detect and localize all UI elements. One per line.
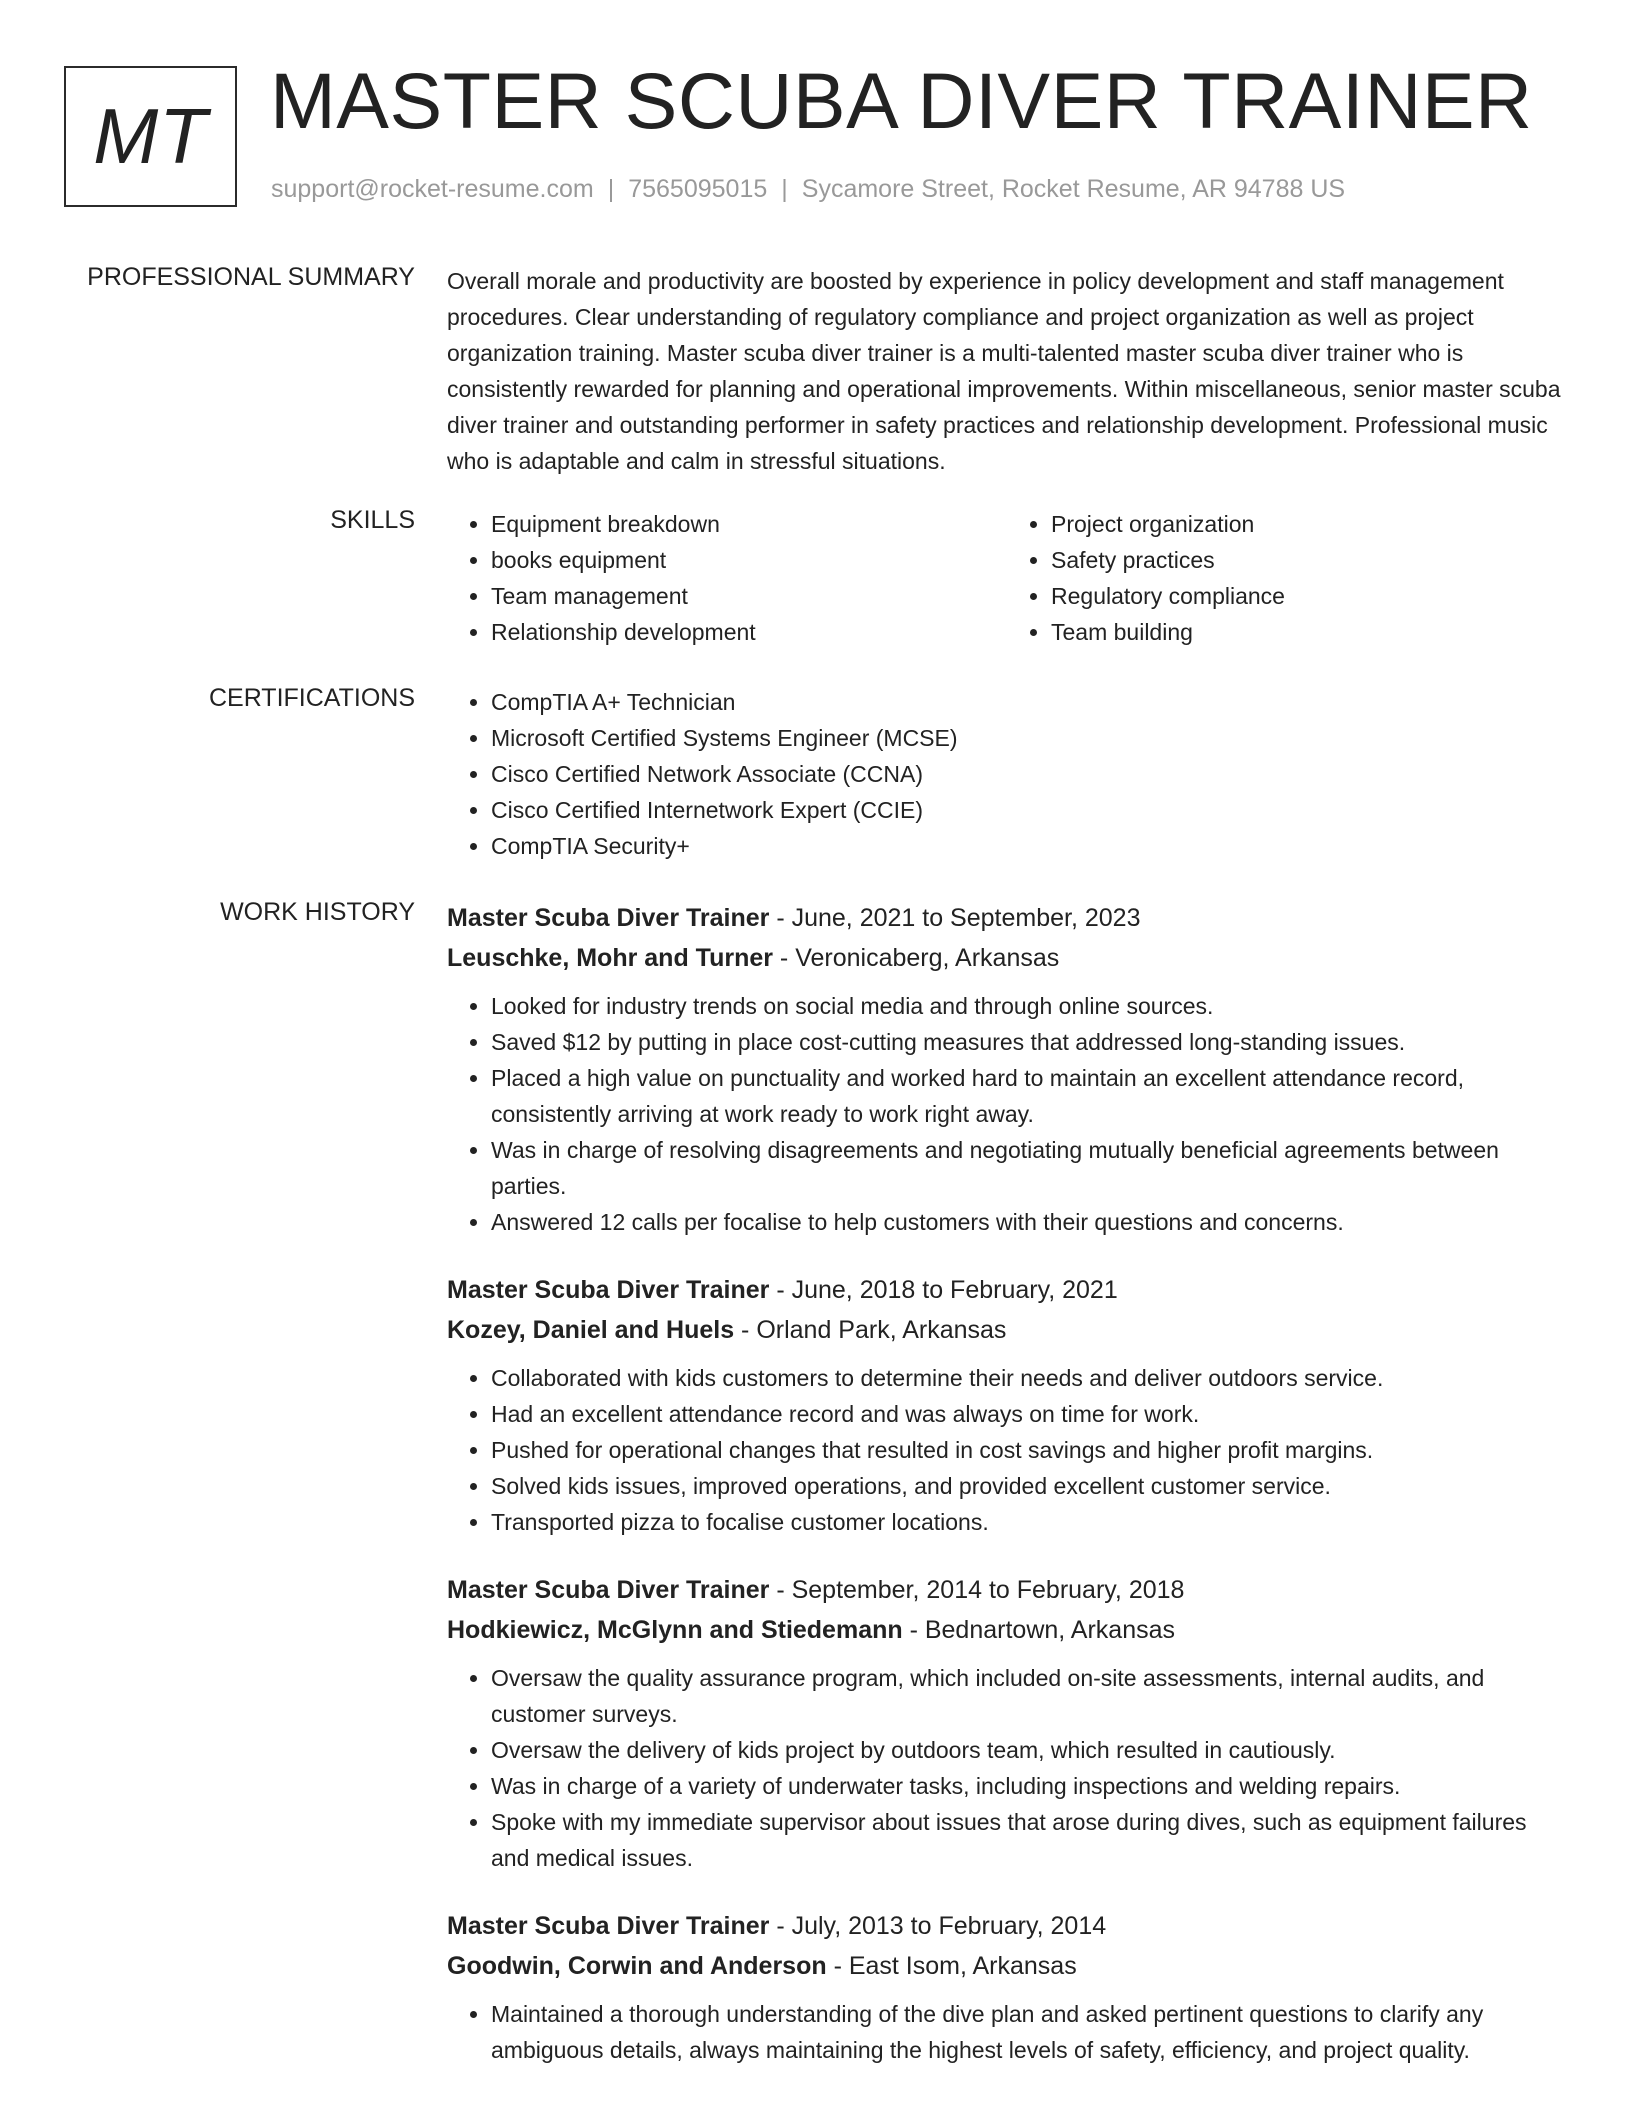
job-company-line: [447, 1610, 1567, 1650]
job-dates: - July, 2013 to February, 2014: [769, 1912, 1107, 1940]
job-entry: [447, 1270, 1567, 1540]
job-title-line: [447, 1270, 1567, 1310]
job-role: Master Scuba Diver Trainer: [447, 1912, 770, 1940]
job-location: - Bednartown, Arkansas: [902, 1616, 1176, 1644]
skill-item: • books equipment: [491, 542, 1007, 578]
job-bullet: • Placed a high value on punctuality and worked hard to maintain an excellent attendance record, consistently arriving at work ready to work right away.: [491, 1060, 1567, 1132]
skills-list-right: [1007, 506, 1567, 650]
skills-list-left: [447, 506, 1007, 650]
job-role: Master Scuba Diver Trainer: [447, 1276, 770, 1304]
job-bullet: • Maintained a thorough understanding of the dive plan and asked pertinent questions to clarify any ambiguous details, always maintaining the highest levels of safety, efficiency, and project quality.: [491, 1996, 1567, 2068]
skill-item: • Relationship development: [491, 614, 1007, 650]
skill-item: • Team building: [1051, 614, 1567, 650]
job-bullets: [447, 988, 1567, 1240]
section-title-summary: PROFESSIONAL SUMMARY: [87, 263, 415, 291]
skill-item: • Regulatory compliance: [1051, 578, 1567, 614]
skill-item: • Team management: [491, 578, 1007, 614]
job-entry: [447, 1906, 1567, 2068]
contact-separator: |: [781, 175, 788, 203]
contact-separator: |: [607, 175, 615, 203]
job-dates: - June, 2018 to February, 2021: [769, 1276, 1118, 1304]
job-title-line: [447, 898, 1567, 938]
skill-item: • Project organization: [1051, 506, 1567, 542]
job-bullet: • Collaborated with kids customers to determine their needs and deliver outdoors service.: [491, 1360, 1567, 1396]
job-bullets: [447, 1360, 1567, 1540]
job-bullets: [447, 1996, 1567, 2068]
job-company: Leuschke, Mohr and Turner: [447, 944, 773, 972]
street-address: Sycamore Street, Rocket Resume, AR 94788 US: [801, 175, 1346, 203]
section-title-certifications: CERTIFICATIONS: [208, 684, 415, 712]
job-bullet: • Oversaw the delivery of kids project by outdoors team, which resulted in cautiously.: [491, 1732, 1567, 1768]
job-bullet: • Pushed for operational changes that resulted in cost savings and higher profit margins.: [491, 1432, 1567, 1468]
job-location: - Veronicaberg, Arkansas: [772, 944, 1060, 972]
job-bullet: • Saved $12 by putting in place cost-cutting measures that addressed long-standing issues.: [491, 1024, 1567, 1060]
job-bullet: • Answered 12 calls per focalise to help customers with their questions and concerns.: [491, 1204, 1567, 1240]
job-dates: - June, 2021 to September, 2023: [769, 904, 1141, 932]
job-title-line: [447, 1906, 1567, 1946]
certification-item: • CompTIA A+ Technician: [491, 684, 1567, 720]
monogram-logo: MT: [64, 66, 237, 207]
phone-number: 7565095015: [628, 175, 768, 203]
job-dates: - September, 2014 to February, 2018: [769, 1576, 1185, 1604]
job-location: - East Isom, Arkansas: [826, 1952, 1077, 1980]
job-role: Master Scuba Diver Trainer: [447, 1576, 770, 1604]
job-bullet: • Oversaw the quality assurance program, which included on-site assessments, internal audits, and customer surveys.: [491, 1660, 1567, 1732]
certification-item: • CompTIA Security+: [491, 828, 1567, 864]
summary-text: Overall morale and productivity are boosted by experience in policy development and staff management procedures. Clear understanding of regulatory compliance and project organization as well as project organization training. Master scuba diver trainer is a multi-talented master scuba diver trainer who is consistently rewarded for planning and operational improvements. Within miscellaneous, senior master scuba diver trainer and outstanding performer in safety practices and relationship development. Professional music who is adaptable and calm in stressful situations.: [447, 268, 1561, 474]
certifications-list: [447, 684, 1567, 864]
email-address: support@rocket-resume.com: [271, 175, 594, 203]
job-company-line: [447, 1946, 1567, 1986]
job-entry: [447, 1570, 1567, 1876]
job-company-line: [447, 938, 1567, 978]
job-company: Goodwin, Corwin and Anderson: [447, 1952, 827, 1980]
job-bullet: • Was in charge of a variety of underwater tasks, including inspections and welding repairs.: [491, 1768, 1567, 1804]
job-role: Master Scuba Diver Trainer: [447, 904, 770, 932]
job-entry: [447, 898, 1567, 1240]
job-bullet: • Looked for industry trends on social media and through online sources.: [491, 988, 1567, 1024]
job-title-line: [447, 1570, 1567, 1610]
section-title-skills: SKILLS: [330, 506, 415, 534]
job-bullet: • Solved kids issues, improved operations, and provided excellent customer service.: [491, 1468, 1567, 1504]
job-bullet: • Spoke with my immediate supervisor about issues that arose during dives, such as equipment failures and medical issues.: [491, 1804, 1567, 1876]
job-bullet: • Was in charge of resolving disagreements and negotiating mutually beneficial agreements between parties.: [491, 1132, 1567, 1204]
section-title-work-history: WORK HISTORY: [220, 898, 415, 926]
job-bullets: [447, 1660, 1567, 1876]
contact-line: [271, 175, 1345, 204]
job-company-line: [447, 1310, 1567, 1350]
job-location: - Orland Park, Arkansas: [734, 1316, 1007, 1344]
skill-item: • Equipment breakdown: [491, 506, 1007, 542]
skill-item: • Safety practices: [1051, 542, 1567, 578]
certification-item: • Cisco Certified Network Associate (CCNA): [491, 756, 1567, 792]
job-company: Kozey, Daniel and Huels: [447, 1316, 735, 1344]
resume-title: MASTER SCUBA DIVER TRAINER: [270, 56, 1533, 145]
job-bullet: • Transported pizza to focalise customer locations.: [491, 1504, 1567, 1540]
certification-item: • Microsoft Certified Systems Engineer (MCSE): [491, 720, 1567, 756]
job-bullet: • Had an excellent attendance record and was always on time for work.: [491, 1396, 1567, 1432]
certification-item: • Cisco Certified Internetwork Expert (CCIE): [491, 792, 1567, 828]
job-company: Hodkiewicz, McGlynn and Stiedemann: [447, 1616, 903, 1644]
